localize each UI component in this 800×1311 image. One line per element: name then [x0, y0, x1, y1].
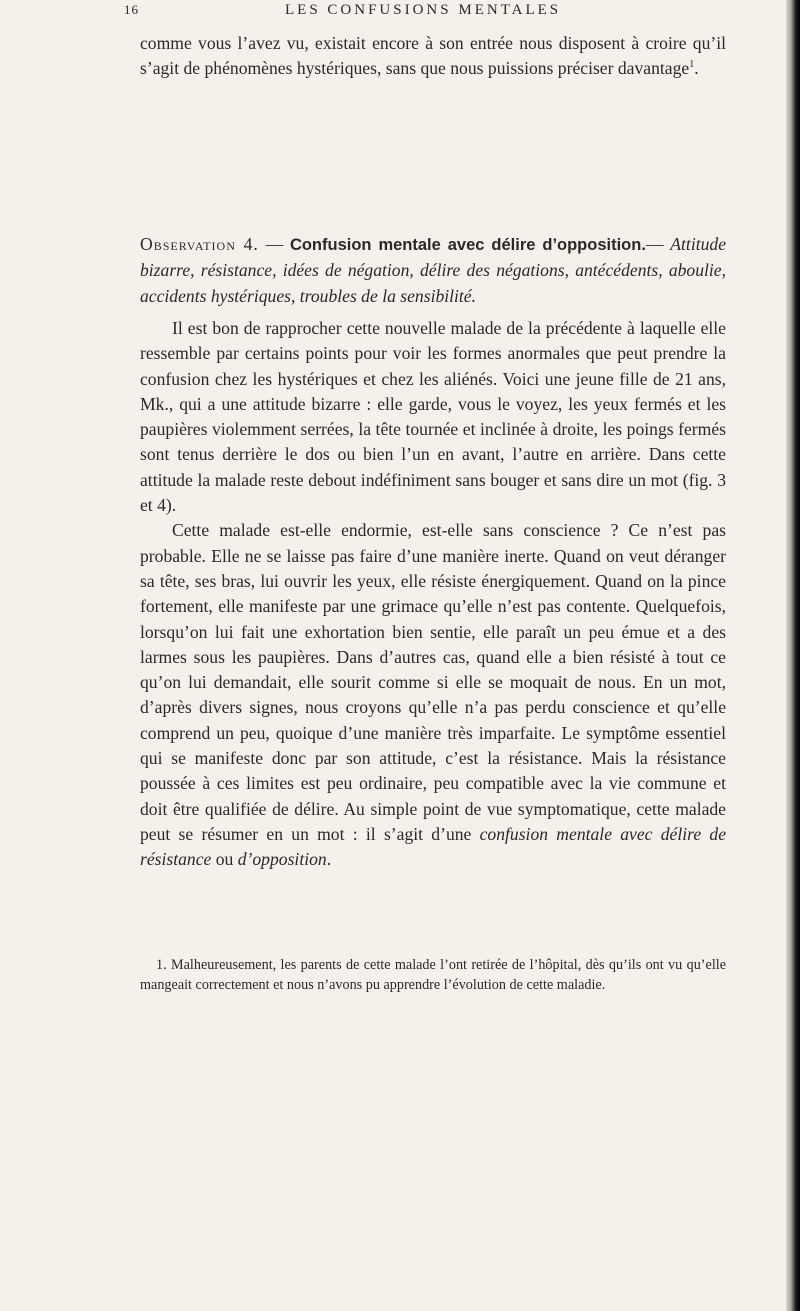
- emphasis-confusion: confusion mentale avec délire de résistance: [140, 823, 726, 870]
- observation-summary: Attitude bizarre, résistance, idées de négation, délire des négations, antécédents, aboulie, accidents hystériques, troubles de la sensibilité.: [140, 234, 726, 306]
- paragraph-2: [140, 518, 726, 872]
- footnote-ref: 1: [689, 59, 695, 71]
- page-number: 16: [124, 2, 139, 17]
- intro-text: [140, 31, 726, 82]
- footnote-text: Malheureusement, les parents de cette malade l’ont retirée de l’hôpital, dès qu’ils ont vu qu’elle mangeait correctement et nous n’avons pu apprendre l’évolution de cette maladie.: [140, 957, 726, 993]
- running-title: LES CONFUSIONS MENTALES: [285, 2, 562, 18]
- footnote-number: 1.: [156, 957, 167, 973]
- closing-tail: .: [326, 849, 332, 870]
- footnote: [140, 955, 726, 995]
- paragraph-2-text: Cette malade est-elle endormie, est-elle sans conscience ? Ce n’est pas probable. Elle ne se laisse pas faire d’une manière inerte. Quand on veut déranger sa tête, ses bras, lui ouvrir les yeux, elle résiste énergiquement. Quand on la pince fortement, elle manifeste par une grimace qu’elle n’est pas contente. Quelquefois, lorsqu’on lui fait une exhortation bien sentie, elle paraît un peu émue et a des larmes sous les paupières. Dans d’autres cas, quand elle a bien résisté à tout ce qu’on lui demandait, elle sourit comme si elle se moquait de nous. En un mot, d’après divers signes, nous croyons qu’elle n’a pas perdu conscience et qu’elle comprend un peu, quoique d’une manière très imparfaite. Le symptôme essentiel qui se manifeste donc par son attitude, c’est la résistance. Mais la résistance poussée à ces limites est peu ordinaire, peu compatible avec la vie commune et doit être qualifiée de délire. Au simple point de vue symptomatique, cette malade peut se résumer en un mot : il s’agit d’une: [140, 520, 726, 844]
- closing-or: ou: [211, 849, 238, 870]
- observation-heading: [140, 232, 726, 309]
- intro-paragraph: [140, 31, 726, 82]
- observation-label: Observation 4.: [140, 234, 259, 254]
- page-header: [0, 2, 786, 24]
- page-edge-shadow: [786, 0, 800, 1311]
- observation-body: [140, 316, 726, 873]
- emphasis-opposition: d’opposition: [237, 849, 327, 870]
- paragraph-1: Il est bon de rapprocher cette nouvelle malade de la précédente à laquelle elle ressemble par certains points pour voir les formes anormales que peut prendre la confusion chez les hystériques et chez les aliénés. Voici une jeune fille de 21 ans, Mk., qui a une attitude bizarre : elle garde, vous le voyez, les yeux fermés et les paupières violemment serrées, la tête tournée et inclinée à droite, les poings fermés sont tenus derrière le dos ou bien l’un en avant, l’autre en arrière. Dans cette attitude la malade reste debout indéfiniment sans bouger et sans dire un mot (fig. 3 et 4).: [140, 318, 726, 516]
- footnote-line: [140, 955, 726, 995]
- observation-line: [140, 232, 726, 309]
- observation-dash: —: [258, 234, 290, 254]
- intro-tail: .: [694, 58, 699, 79]
- observation-title: Confusion mentale avec délire d’opposition.: [289, 236, 646, 254]
- observation-title-dash: —: [645, 234, 671, 254]
- intro-body: comme vous l’avez vu, existait encore à son entrée nous disposent à croire qu’il s’agit de phénomènes hystériques, sans que nous puissions préciser davantage: [140, 33, 726, 79]
